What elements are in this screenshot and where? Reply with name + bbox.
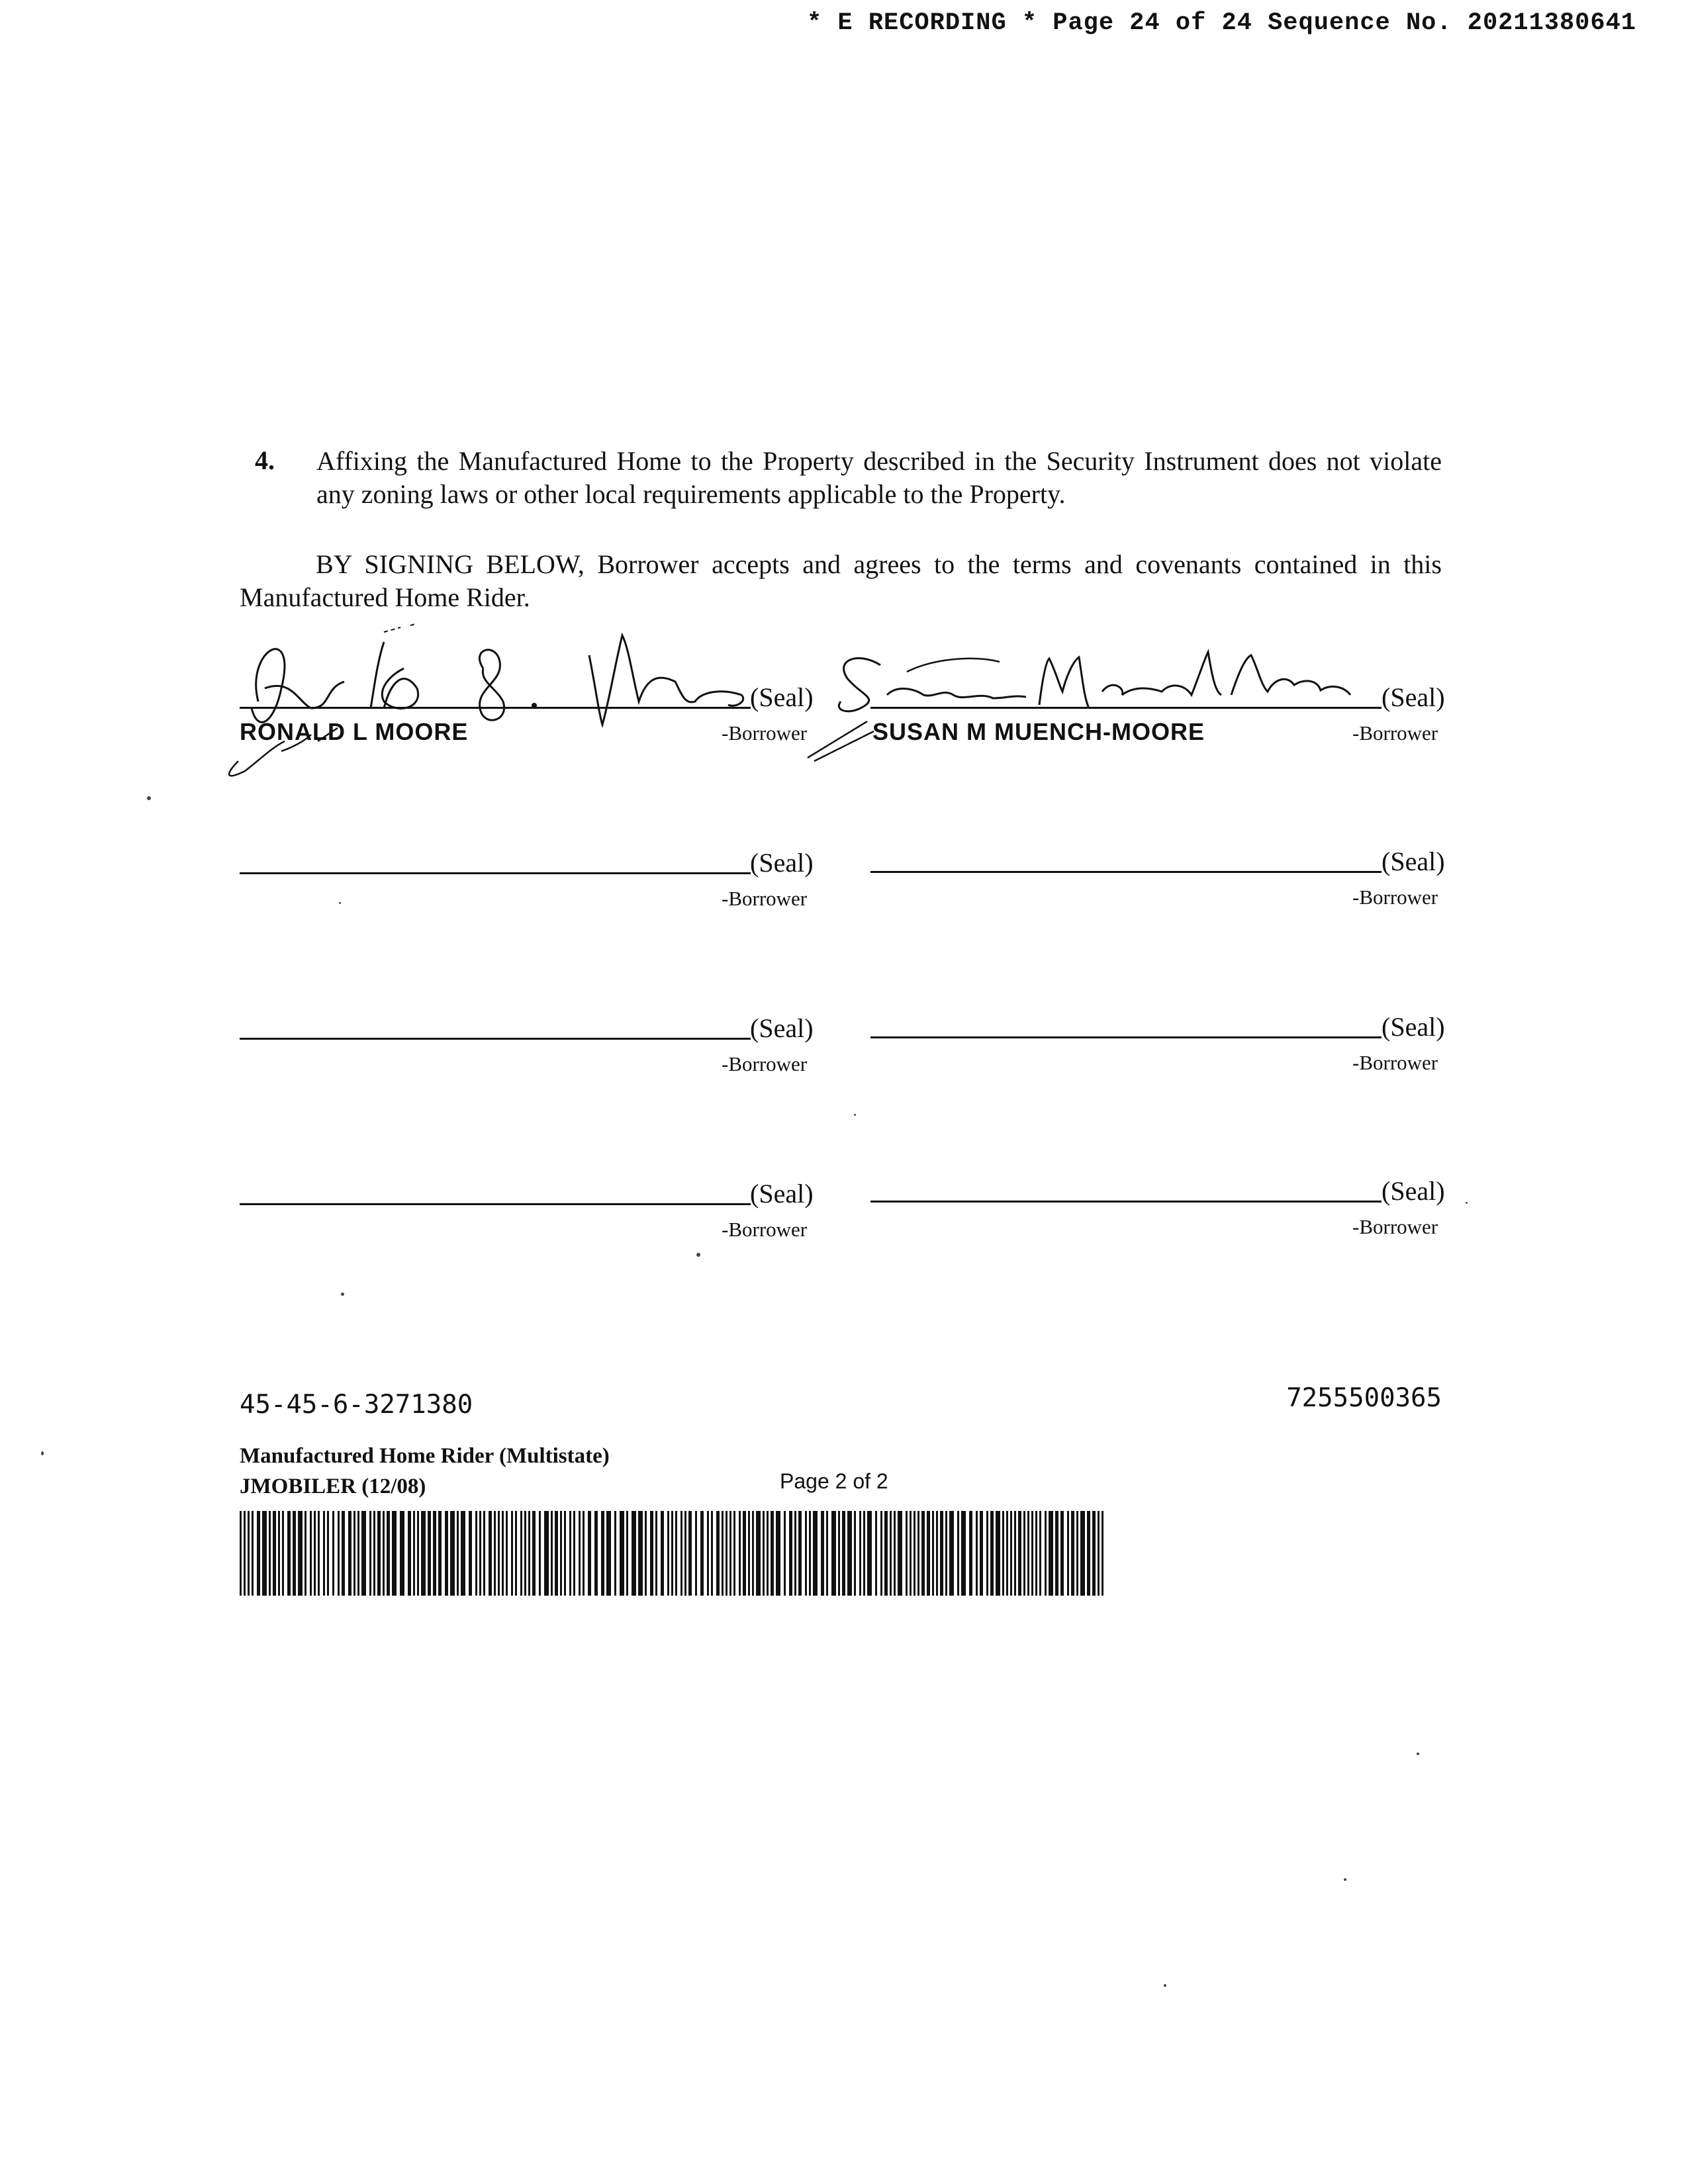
barcode-bar (729, 1511, 731, 1596)
barcode-bar (489, 1511, 492, 1596)
scan-speck (41, 1451, 44, 1455)
barcode-bar (986, 1511, 988, 1596)
barcode-bar (310, 1511, 312, 1596)
barcode-bar (413, 1511, 415, 1596)
barcode-bar (927, 1511, 930, 1596)
barcode-bar (854, 1511, 856, 1596)
barcode-bar (475, 1511, 477, 1596)
barcode-bar (645, 1511, 647, 1596)
barcode-bar (707, 1511, 709, 1596)
barcode-bar (1055, 1511, 1058, 1596)
borrower-role-label: -Borrower (1352, 1051, 1438, 1074)
barcode-bar (502, 1511, 504, 1596)
barcode-bar (318, 1511, 320, 1596)
barcode-bar (1027, 1511, 1029, 1596)
scan-speck (1344, 1878, 1346, 1881)
barcode-bar (894, 1511, 896, 1596)
barcode-bar (1098, 1511, 1100, 1596)
barcode-bar (980, 1511, 983, 1596)
barcode-bar (921, 1511, 925, 1596)
barcode-bar (606, 1511, 611, 1596)
barcode-bar (614, 1511, 616, 1596)
barcode-bar (813, 1511, 818, 1596)
barcode-bar (244, 1511, 246, 1596)
barcode-bar (898, 1511, 902, 1596)
barcode-bar (739, 1511, 741, 1596)
scan-speck (696, 1253, 700, 1257)
barcode-bar (532, 1511, 536, 1596)
signature-line-2 (870, 707, 1382, 709)
barcode-bar (976, 1511, 978, 1596)
barcode-bar (369, 1511, 371, 1596)
loan-number: 7255500365 (1286, 1383, 1442, 1413)
barcode-bar (809, 1511, 811, 1596)
barcode-bar (373, 1511, 375, 1596)
barcode-bar (579, 1511, 581, 1596)
barcode-bar (544, 1511, 549, 1596)
barcode-bar (257, 1511, 260, 1596)
barcode-bar (936, 1511, 938, 1596)
barcode-bar (661, 1511, 664, 1596)
barcode-bar (551, 1511, 553, 1596)
barcode-bar (588, 1511, 591, 1596)
barcode-bar (776, 1511, 780, 1596)
barcode-bar (400, 1511, 404, 1596)
barcode-bar (524, 1511, 526, 1596)
form-code: JMOBILER (12/08) (240, 1475, 426, 1498)
barcode-bar (428, 1511, 431, 1596)
signature-line-6 (870, 1036, 1382, 1038)
barcode-bar (323, 1511, 325, 1596)
barcode-bar (961, 1511, 966, 1596)
barcode-bar (515, 1511, 517, 1596)
barcode-bar (675, 1511, 677, 1596)
barcode-bar (433, 1511, 436, 1596)
barcode-bar (969, 1511, 972, 1596)
form-title: Manufactured Home Rider (Multistate) (240, 1444, 610, 1468)
barcode-bar (1014, 1511, 1016, 1596)
barcode-bar (1076, 1511, 1078, 1596)
barcode-bar (314, 1511, 316, 1596)
barcode-bar (361, 1511, 366, 1596)
barcode-bar (528, 1511, 530, 1596)
barcode-bar (875, 1511, 877, 1596)
barcode-bar (332, 1511, 334, 1596)
item-number: 4. (255, 445, 275, 475)
borrower-1-signature (218, 609, 788, 781)
barcode-bar (278, 1511, 280, 1596)
scan-speck (147, 796, 151, 800)
scan-speck (1417, 1752, 1419, 1755)
barcode-bar (880, 1511, 882, 1596)
barcode-bar (417, 1511, 419, 1596)
seal-label: (Seal) (750, 1179, 814, 1208)
barcode-bar (620, 1511, 624, 1596)
barcode-bar (756, 1511, 761, 1596)
barcode-bar (906, 1511, 908, 1596)
barcode-bar (688, 1511, 692, 1596)
barcode-bar (494, 1511, 496, 1596)
barcode-bar (1067, 1511, 1069, 1596)
barcode-bar (826, 1511, 828, 1596)
barcode-bar (560, 1511, 562, 1596)
signature-line-8 (870, 1201, 1382, 1203)
barcode-bar (890, 1511, 892, 1596)
barcode-bar (273, 1511, 276, 1596)
barcode-bar (771, 1511, 774, 1596)
barcode-bar (784, 1511, 786, 1596)
seal-label: (Seal) (1382, 1176, 1445, 1206)
barcode-bar (763, 1511, 765, 1596)
barcode-bar (601, 1511, 604, 1596)
barcode-bar (583, 1511, 585, 1596)
barcode-bar (917, 1511, 919, 1596)
barcode-bar (594, 1511, 598, 1596)
barcode-bar (539, 1511, 541, 1596)
barcode-bar (767, 1511, 769, 1596)
barcode-bar (632, 1511, 636, 1596)
barcode-bar (483, 1511, 485, 1596)
barcode-bar (357, 1511, 359, 1596)
barcode-bar (789, 1511, 792, 1596)
seal-label: (Seal) (750, 1013, 814, 1043)
barcode-bar (555, 1511, 558, 1596)
seal-label: (Seal) (1382, 1012, 1445, 1042)
signature-line-1 (240, 707, 751, 709)
scan-speck (1164, 1984, 1166, 1987)
borrower-role-label: -Borrower (722, 1218, 808, 1241)
barcode-bar (569, 1511, 571, 1596)
page-number: Page 2 of 2 (780, 1469, 888, 1493)
borrower-2-name: SUSAN M MUENCH-MOORE (872, 718, 1205, 745)
barcode-bar (1049, 1511, 1053, 1596)
barcode-bar (282, 1511, 284, 1596)
barcode-bar (421, 1511, 426, 1596)
barcode-bar (1102, 1511, 1103, 1596)
barcode-bar (990, 1511, 994, 1596)
barcode-bar (667, 1511, 669, 1596)
barcode-bar (1039, 1511, 1041, 1596)
barcode-bar (733, 1511, 735, 1596)
barcode-bar (457, 1511, 459, 1596)
barcode-bar (1010, 1511, 1012, 1596)
item-text: Affixing the Manufactured Home to the Property described in the Security Instrument does not violate any zoning laws or other local requirements applicable to the Property. (316, 446, 1442, 509)
barcode-bar (695, 1511, 697, 1596)
barcode-bar (1023, 1511, 1025, 1596)
barcode-bar (940, 1511, 943, 1596)
barcode-bar (949, 1511, 954, 1596)
barcode-bar (638, 1511, 643, 1596)
barcode-bar (838, 1511, 840, 1596)
barcode-bar (626, 1511, 628, 1596)
barcode-bar (847, 1511, 852, 1596)
barcode-bar (1018, 1511, 1021, 1596)
barcode-bar (945, 1511, 947, 1596)
seal-label: (Seal) (1382, 682, 1445, 712)
barcode-bar (794, 1511, 796, 1596)
barcode-bar (387, 1511, 390, 1596)
barcode-bar (914, 1511, 915, 1596)
barcode-bar (805, 1511, 807, 1596)
barcode-bar (450, 1511, 455, 1596)
barcode-bar (287, 1511, 291, 1596)
barcode-bar (1002, 1511, 1004, 1596)
barcode-bar (716, 1511, 720, 1596)
seal-label: (Seal) (1382, 846, 1445, 876)
barcode-bar (655, 1511, 657, 1596)
barcode-bar (798, 1511, 802, 1596)
barcode-bar (1045, 1511, 1047, 1596)
barcode-bar (461, 1511, 465, 1596)
barcode (240, 1511, 1108, 1596)
barcode-bar (408, 1511, 411, 1596)
scan-speck (339, 902, 341, 904)
seal-label: (Seal) (750, 848, 814, 878)
barcode-bar (722, 1511, 724, 1596)
barcode-bar (342, 1511, 345, 1596)
barcode-bar (684, 1511, 686, 1596)
barcode-bar (1092, 1511, 1096, 1596)
barcode-bar (831, 1511, 836, 1596)
barcode-bar (671, 1511, 673, 1596)
barcode-bar (863, 1511, 865, 1596)
seal-label: (Seal) (750, 682, 814, 712)
barcode-bar (353, 1511, 355, 1596)
barcode-bar (1071, 1511, 1074, 1596)
barcode-bar (520, 1511, 522, 1596)
barcode-bar (867, 1511, 872, 1596)
barcode-bar (498, 1511, 500, 1596)
barcode-bar (884, 1511, 888, 1596)
barcode-bar (445, 1511, 448, 1596)
signature-line-3 (240, 872, 751, 874)
barcode-bar (564, 1511, 566, 1596)
barcode-bar (1080, 1511, 1085, 1596)
barcode-bar (1006, 1511, 1008, 1596)
barcode-bar (438, 1511, 442, 1596)
barcode-bar (377, 1511, 381, 1596)
acceptance-paragraph: BY SIGNING BELOW, Borrower accepts and agrees to the terms and covenants contained in this Manufactured Home Rider. (240, 549, 1442, 612)
barcode-bar (383, 1511, 385, 1596)
scan-speck (854, 1114, 856, 1116)
barcode-bar (700, 1511, 704, 1596)
barcode-bar (327, 1511, 329, 1596)
borrower-role-label: -Borrower (722, 1052, 808, 1075)
signature-line-4 (870, 871, 1382, 873)
borrower-role-label: -Borrower (1352, 1215, 1438, 1238)
barcode-bar (293, 1511, 296, 1596)
barcode-bar (1060, 1511, 1064, 1596)
barcode-bar (392, 1511, 397, 1596)
barcode-bar (748, 1511, 750, 1596)
barcode-bar (743, 1511, 746, 1596)
barcode-bar (479, 1511, 481, 1596)
barcode-bar (1087, 1511, 1090, 1596)
barcode-bar (996, 1511, 1000, 1596)
signature-line-5 (240, 1038, 751, 1040)
barcode-bar (240, 1511, 242, 1596)
borrower-role-label: -Borrower (1352, 886, 1438, 909)
recording-stamp: * E RECORDING * Page 24 of 24 Sequence No. 20211380641 (807, 9, 1636, 37)
borrower-role-label: -Borrower (722, 721, 808, 745)
barcode-bar (305, 1511, 306, 1596)
borrower-role-label: -Borrower (722, 887, 808, 910)
barcode-bar (348, 1511, 352, 1596)
loan-id: 45-45-6-3271380 (240, 1390, 473, 1420)
barcode-bar (650, 1511, 653, 1596)
scan-speck (1466, 1202, 1468, 1204)
barcode-bar (726, 1511, 727, 1596)
borrower-role-label: -Borrower (1352, 721, 1438, 745)
barcode-bar (910, 1511, 912, 1596)
barcode-bar (573, 1511, 575, 1596)
barcode-bar (859, 1511, 861, 1596)
barcode-bar (248, 1511, 250, 1596)
barcode-bar (752, 1511, 754, 1596)
barcode-bar (1035, 1511, 1037, 1596)
barcode-bar (262, 1511, 267, 1596)
barcode-bar (957, 1511, 959, 1596)
barcode-bar (932, 1511, 934, 1596)
barcode-bar (511, 1511, 513, 1596)
signature-line-7 (240, 1203, 751, 1205)
barcode-bar (821, 1511, 824, 1596)
barcode-bar (680, 1511, 682, 1596)
barcode-bar (252, 1511, 254, 1596)
barcode-bar (506, 1511, 508, 1596)
borrower-1-name: RONALD L MOORE (240, 718, 469, 745)
barcode-bar (469, 1511, 472, 1596)
scan-speck (341, 1293, 344, 1296)
barcode-bar (269, 1511, 271, 1596)
barcode-bar (842, 1511, 845, 1596)
barcode-bar (298, 1511, 303, 1596)
barcode-bar (1031, 1511, 1033, 1596)
barcode-bar (338, 1511, 340, 1596)
barcode-bar (711, 1511, 713, 1596)
